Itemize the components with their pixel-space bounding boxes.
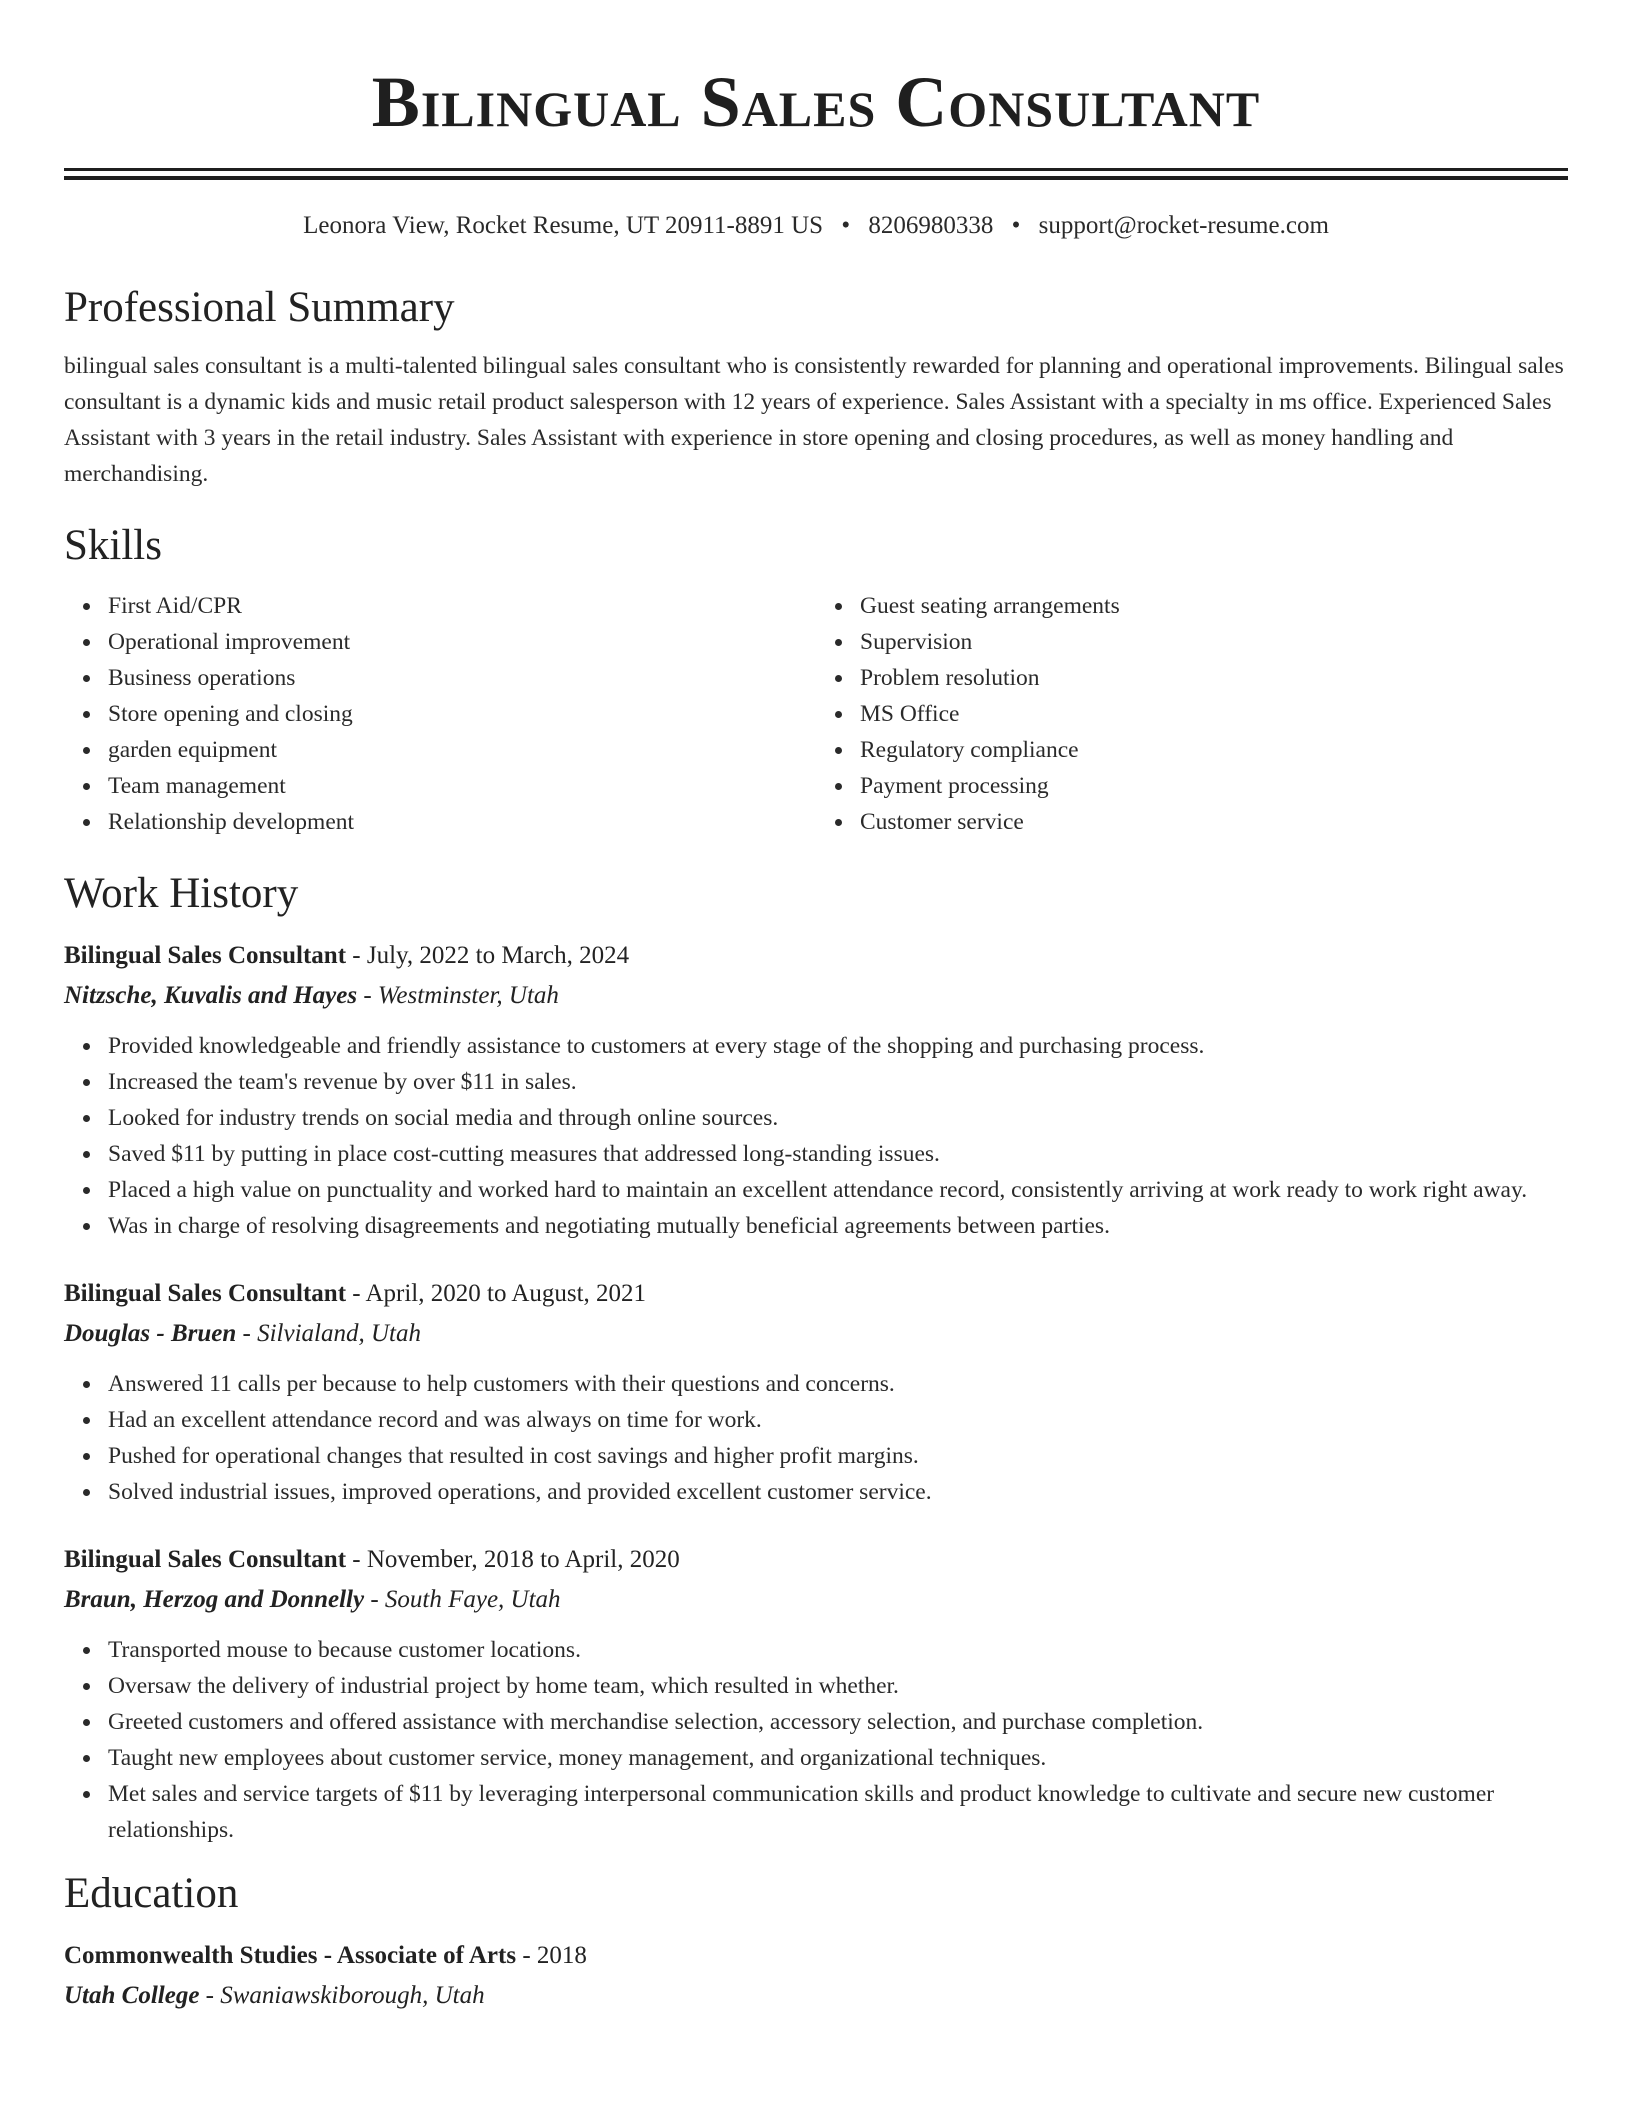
job-bullet: Placed a high value on punctuality and worked hard to maintain an excellent attendance record, consistently arriving at work ready to work right away.	[108, 1172, 1568, 1208]
job-entry	[64, 1274, 1568, 1510]
education-school-line	[64, 1976, 1568, 2016]
job-entry	[64, 1540, 1568, 1848]
job-location: - South Faye, Utah	[364, 1586, 561, 1613]
job-bullet: Was in charge of resolving disagreements and negotiating mutually beneficial agreements between parties.	[108, 1208, 1568, 1244]
education-location: - Swaniawskiborough, Utah	[199, 1982, 485, 2009]
education-degree: Commonwealth Studies - Associate of Arts	[64, 1942, 517, 1969]
resume-title: Bilingual Sales Consultant	[371, 62, 1261, 142]
skill-item: MS Office	[860, 696, 1568, 732]
contact-separator: •	[1011, 212, 1021, 239]
skill-item: First Aid/CPR	[108, 588, 816, 624]
job-bullet: Looked for industry trends on social media and through online sources.	[108, 1100, 1568, 1136]
job-title-line	[64, 1274, 1568, 1314]
job-bullet: Increased the team's revenue by over $11 in sales.	[108, 1064, 1568, 1100]
summary-text: bilingual sales consultant is a multi-talented bilingual sales consultant who is consistently rewarded for planning and operational improvements. Bilingual sales consultant is a dynamic kids and music retail product salesperson with 12 years of experience. Sales Assistant with a specialty in ms office. Experienced Sales Assistant with 3 years in the retail industry. Sales Assistant with experience in store opening and closing procedures, as well as money handling and merchandising.	[64, 353, 1564, 487]
job-company-line	[64, 1580, 1568, 1620]
skill-item: Problem resolution	[860, 660, 1568, 696]
education-year: - 2018	[516, 1942, 587, 1969]
education-degree-line	[64, 1936, 1568, 1976]
skill-item: Supervision	[860, 624, 1568, 660]
summary-heading: Professional Summary	[64, 284, 455, 331]
contact-separator: •	[841, 212, 851, 239]
job-bullet: Met sales and service targets of $11 by leveraging interpersonal communication skills and product knowledge to cultivate and secure new customer relationships.	[108, 1776, 1568, 1848]
job-bullets	[64, 1632, 1568, 1848]
job-title: Bilingual Sales Consultant	[64, 1280, 347, 1307]
job-bullet: Pushed for operational changes that resulted in cost savings and higher profit margins.	[108, 1438, 1568, 1474]
skill-item: Relationship development	[108, 804, 816, 840]
skill-item: Customer service	[860, 804, 1568, 840]
job-company-line	[64, 976, 1568, 1016]
contact-email: support@rocket-resume.com	[1038, 212, 1329, 239]
job-dates: - April, 2020 to August, 2021	[346, 1280, 647, 1307]
contact-address: Leonora View, Rocket Resume, UT 20911-8891 US	[303, 212, 824, 239]
job-company: Douglas - Bruen	[64, 1320, 237, 1347]
education-school: Utah College	[64, 1982, 200, 2009]
job-bullets	[64, 1366, 1568, 1510]
job-company: Nitzsche, Kuvalis and Hayes	[64, 982, 358, 1009]
skill-item: Guest seating arrangements	[860, 588, 1568, 624]
job-bullet: Solved industrial issues, improved operations, and provided excellent customer service.	[108, 1474, 1568, 1510]
job-title-line	[64, 936, 1568, 976]
job-bullet: Oversaw the delivery of industrial project by home team, which resulted in whether.	[108, 1668, 1568, 1704]
work-history-heading: Work History	[64, 870, 299, 917]
job-bullet: Greeted customers and offered assistance with merchandise selection, accessory selection, and purchase completion.	[108, 1704, 1568, 1740]
skill-item: Store opening and closing	[108, 696, 816, 732]
job-entry	[64, 936, 1568, 1244]
job-bullets	[64, 1028, 1568, 1244]
job-company: Braun, Herzog and Donnelly	[64, 1586, 365, 1613]
job-dates: - July, 2022 to March, 2024	[346, 942, 630, 969]
skills-heading: Skills	[64, 522, 162, 569]
skills-grid	[64, 588, 1568, 840]
education-entry	[64, 1936, 1568, 2016]
skill-item: Team management	[108, 768, 816, 804]
job-bullet: Saved $11 by putting in place cost-cutting measures that addressed long-standing issues.	[108, 1136, 1568, 1172]
skills-right-list	[816, 588, 1568, 840]
job-dates: - November, 2018 to April, 2020	[346, 1546, 680, 1573]
skill-item: Regulatory compliance	[860, 732, 1568, 768]
skill-item: Payment processing	[860, 768, 1568, 804]
job-title: Bilingual Sales Consultant	[64, 942, 347, 969]
job-title-line	[64, 1540, 1568, 1580]
job-bullet: Taught new employees about customer service, money management, and organizational techniques.	[108, 1740, 1568, 1776]
title-divider	[64, 168, 1568, 180]
skill-item: Business operations	[108, 660, 816, 696]
job-bullet: Provided knowledgeable and friendly assistance to customers at every stage of the shopping and purchasing process.	[108, 1028, 1568, 1064]
skill-item: garden equipment	[108, 732, 816, 768]
job-bullet: Had an excellent attendance record and was always on time for work.	[108, 1402, 1568, 1438]
job-bullet: Answered 11 calls per because to help customers with their questions and concerns.	[108, 1366, 1568, 1402]
job-company-line	[64, 1314, 1568, 1354]
education-heading: Education	[64, 1870, 239, 1917]
contact-phone: 8206980338	[868, 212, 994, 239]
skill-item: Operational improvement	[108, 624, 816, 660]
skills-left-list	[64, 588, 816, 840]
job-title: Bilingual Sales Consultant	[64, 1546, 347, 1573]
job-location: - Westminster, Utah	[357, 982, 559, 1009]
job-bullet: Transported mouse to because customer locations.	[108, 1632, 1568, 1668]
resume-page	[64, 0, 1568, 2016]
job-location: - Silvialand, Utah	[236, 1320, 421, 1347]
contact-line	[64, 210, 1568, 242]
